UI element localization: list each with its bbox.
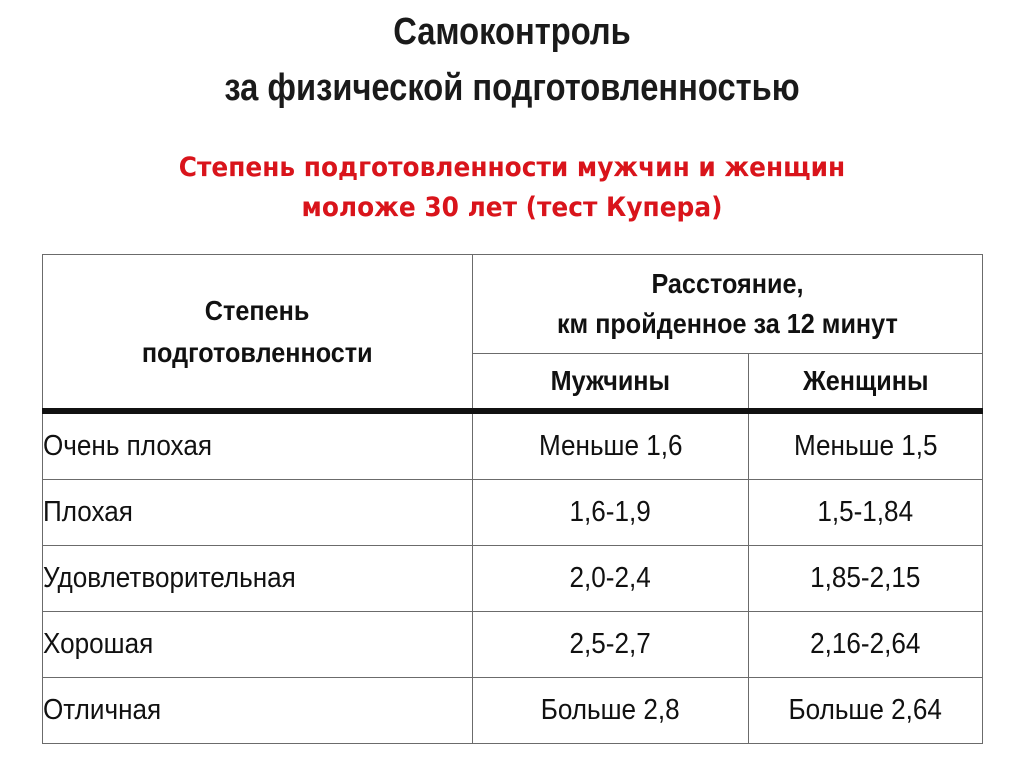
- women-distance-value: 2,16-2,64: [810, 628, 921, 660]
- men-distance-cell: [473, 411, 749, 480]
- table-row: [43, 480, 983, 546]
- header-distance: [473, 255, 983, 354]
- women-distance-value: Больше 2,64: [788, 694, 943, 726]
- table-row: [43, 411, 983, 480]
- men-distance-cell: [473, 678, 749, 744]
- table-row: [43, 678, 983, 744]
- header-fitness-level-line-2: подготовленности: [142, 336, 373, 368]
- header-distance-line-1: Расстояние,: [651, 268, 804, 299]
- slide-subtitle: [41, 148, 983, 228]
- level-cell: [43, 612, 473, 678]
- slide-title: [72, 4, 953, 116]
- header-fitness-level-line-1: Степень: [205, 294, 310, 326]
- title-line-2: за физической подготовленностью: [224, 67, 800, 109]
- women-distance-cell: [749, 480, 983, 546]
- header-fitness-level: [43, 255, 473, 412]
- men-distance-value: 1,6-1,9: [569, 496, 652, 528]
- women-distance-cell: [749, 546, 983, 612]
- level-label: Очень плохая: [43, 430, 212, 462]
- level-label: Плохая: [43, 496, 133, 528]
- women-distance-value: 1,85-2,15: [810, 562, 921, 594]
- women-distance-cell: [749, 612, 983, 678]
- men-distance-cell: [473, 612, 749, 678]
- men-distance-value: 2,5-2,7: [569, 628, 652, 660]
- subtitle-line-2: моложе 30 лет (тест Купера): [301, 192, 723, 223]
- level-cell: [43, 678, 473, 744]
- table-row: [43, 612, 983, 678]
- women-distance-cell: [749, 411, 983, 480]
- level-cell: [43, 411, 473, 480]
- women-distance-value: 1,5-1,84: [817, 496, 914, 528]
- women-distance-cell: [749, 678, 983, 744]
- header-men: [473, 354, 749, 412]
- title-line-1: Самоконтроль: [393, 11, 631, 53]
- men-distance-cell: [473, 546, 749, 612]
- table-row: [43, 546, 983, 612]
- level-label: Отличная: [43, 694, 162, 726]
- header-men-label: Мужчины: [550, 365, 671, 396]
- women-distance-value: Меньше 1,5: [793, 430, 938, 462]
- level-cell: [43, 546, 473, 612]
- men-distance-value: Больше 2,8: [541, 694, 680, 726]
- level-label: Хорошая: [43, 628, 154, 660]
- men-distance-value: 2,0-2,4: [569, 562, 652, 594]
- cooper-test-table: [42, 254, 983, 744]
- men-distance-cell: [473, 480, 749, 546]
- header-distance-line-2: км пройденное за 12 минут: [557, 308, 898, 339]
- level-cell: [43, 480, 473, 546]
- level-label: Удовлетворительная: [43, 562, 296, 594]
- header-women-label: Женщины: [802, 365, 929, 396]
- header-women: [749, 354, 983, 412]
- men-distance-value: Меньше 1,6: [538, 430, 683, 462]
- subtitle-line-1: Степень подготовленности мужчин и женщин: [178, 152, 846, 183]
